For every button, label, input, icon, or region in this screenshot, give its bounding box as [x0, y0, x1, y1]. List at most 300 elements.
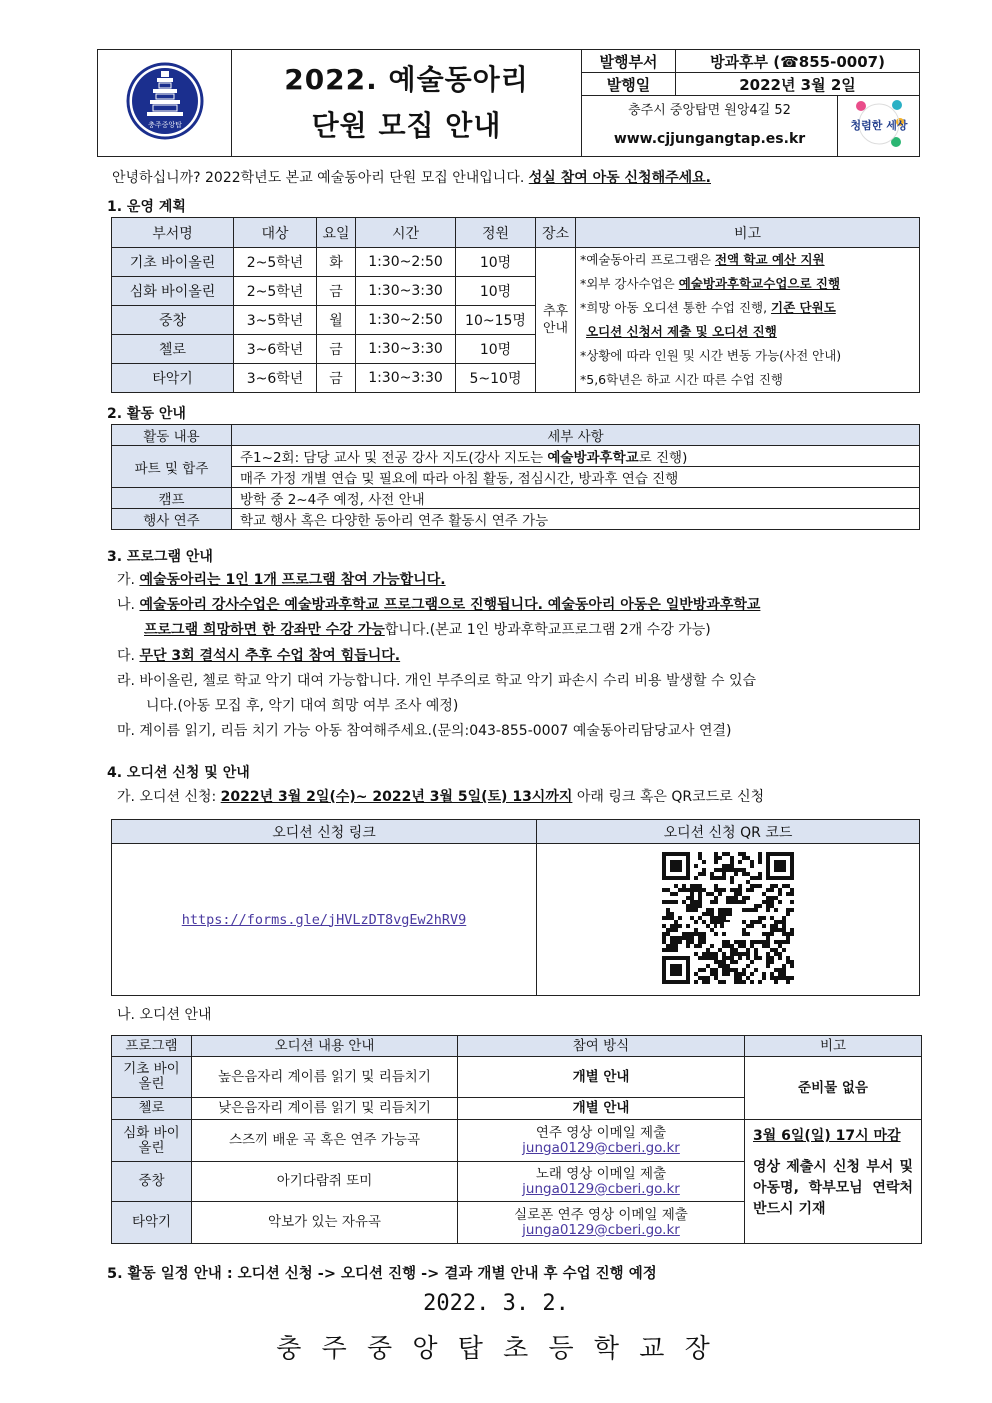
- qr-module: [666, 908, 670, 912]
- qr-module: [690, 908, 694, 912]
- qr-module: [758, 920, 762, 924]
- qr-module: [754, 884, 758, 888]
- qr-module: [750, 920, 754, 924]
- qr-module: [678, 888, 682, 892]
- qr-module: [666, 932, 670, 936]
- guide-method: 연주 영상 이메일 제출: [535, 1124, 667, 1141]
- qr-module: [722, 980, 726, 984]
- qr-module: [690, 892, 694, 896]
- qr-module: [774, 908, 778, 912]
- footer-date: 2022. 3. 2.: [423, 1291, 569, 1316]
- qr-module: [714, 968, 718, 972]
- qr-module: [710, 952, 714, 956]
- qr-module: [706, 964, 710, 968]
- title-cell: [232, 50, 582, 157]
- qr-module: [726, 852, 730, 856]
- activity-header: 세부 사항: [232, 425, 920, 446]
- qr-module: [722, 964, 726, 968]
- guide-method-cell: [458, 1162, 745, 1202]
- qr-module: [738, 940, 742, 944]
- qr-module: [714, 972, 718, 976]
- qr-module: [730, 944, 734, 948]
- qr-module: [734, 868, 738, 872]
- qr-module: [710, 972, 714, 976]
- qr-module: [778, 888, 782, 892]
- qr-module: [686, 940, 690, 944]
- qr-module: [694, 932, 698, 936]
- qr-module: [738, 972, 742, 976]
- audition-guide-table: [111, 1035, 922, 1244]
- qr-module: [710, 928, 714, 932]
- qr-module: [714, 900, 718, 904]
- qr-module: [702, 968, 706, 972]
- qr-module: [734, 892, 738, 896]
- qr-module: [714, 976, 718, 980]
- qr-module: [758, 904, 762, 908]
- guide-email-link[interactable]: junga0129@cberi.go.kr: [522, 1180, 680, 1197]
- plan-cell: 3~5학년: [234, 306, 317, 335]
- guide-email-link[interactable]: junga0129@cberi.go.kr: [522, 1221, 680, 1238]
- qr-module: [662, 932, 666, 936]
- qr-module: [710, 912, 714, 916]
- qr-module: [710, 900, 714, 904]
- plan-cell: 5~10명: [456, 364, 536, 393]
- qr-module: [718, 964, 722, 968]
- qr-module: [686, 888, 690, 892]
- qr-module: [662, 916, 666, 920]
- qr-module: [786, 932, 790, 936]
- plan-cell: 3~6학년: [234, 335, 317, 364]
- qr-module: [730, 860, 734, 864]
- qr-module: [754, 904, 758, 908]
- guide-method-cell: [458, 1120, 745, 1162]
- qr-module: [746, 856, 750, 860]
- qr-module: [698, 904, 702, 908]
- guide-header: 오디션 내용 안내: [192, 1036, 458, 1057]
- qr-module: [718, 888, 722, 892]
- header-table: [97, 49, 920, 157]
- qr-module: [754, 952, 758, 956]
- qr-module: [730, 876, 734, 880]
- qr-module: [674, 944, 678, 948]
- qr-module: [774, 896, 778, 900]
- qr-module: [718, 960, 722, 964]
- qr-module: [714, 860, 718, 864]
- guide-program: 기초 바이올린: [112, 1057, 192, 1098]
- qr-module: [726, 972, 730, 976]
- qr-module: [734, 960, 738, 964]
- qr-module: [786, 940, 790, 944]
- date-value: 2022년 3월 2일: [676, 73, 920, 96]
- intro-text: 안녕하십니까? 2022학년도 본교 예술동아리 단원 모집 안내입니다.: [112, 170, 529, 186]
- qr-module: [742, 920, 746, 924]
- qr-module: [786, 908, 790, 912]
- activity-label: 파트 및 합주: [112, 446, 232, 488]
- qr-module: [778, 920, 782, 924]
- qr-module: [774, 920, 778, 924]
- qr-module: [698, 896, 702, 900]
- qr-module: [730, 880, 734, 884]
- qr-module: [750, 876, 754, 880]
- qr-module: [722, 940, 726, 944]
- qr-module: [778, 956, 782, 960]
- qr-module: [678, 924, 682, 928]
- qr-module: [786, 912, 790, 916]
- plan-cell: 2~5학년: [234, 248, 317, 277]
- qr-module: [790, 928, 794, 932]
- plan-header: 부서명: [112, 218, 234, 248]
- qr-module: [690, 884, 694, 888]
- qr-module: [702, 888, 706, 892]
- qr-module: [774, 980, 778, 984]
- section3-title: 3. 프로그램 안내: [107, 549, 213, 565]
- qr-module: [682, 884, 686, 888]
- guide-content: 낮은음자리 계이름 읽기 및 리듬치기: [192, 1098, 458, 1120]
- qr-module: [766, 896, 770, 900]
- audition-form-link[interactable]: https://forms.gle/jHVLzDT8vgEw2hRV9: [181, 911, 467, 928]
- qr-module: [774, 928, 778, 932]
- qr-module: [670, 924, 674, 928]
- guide-method: 개별 안내: [458, 1057, 745, 1098]
- audition-link-table: [111, 819, 920, 996]
- qr-module: [730, 868, 734, 872]
- qr-module: [746, 896, 750, 900]
- qr-module: [778, 968, 782, 972]
- section3-item-ra: 라. 바이올린, 첼로 학교 악기 대여 가능합니다. 개인 부주의로 학교 악기 파손시 수리 비용 발생할 수 있습: [117, 673, 757, 689]
- qr-module: [698, 944, 702, 948]
- note-emphasis: 전액 학교 예산 지원: [714, 252, 825, 267]
- qr-module: [782, 928, 786, 932]
- qr-module: [694, 908, 698, 912]
- item-text: 예술동아리 강사수업은 예술방과후학교 프로그램으로 진행됩니다. 예술동아리 아동은 일반방과후학교: [139, 597, 761, 613]
- qr-module: [782, 884, 786, 888]
- dept-label: 발행부서: [582, 50, 676, 73]
- qr-module: [702, 868, 706, 872]
- qr-module: [722, 868, 726, 872]
- plan-cell: 금: [317, 335, 356, 364]
- qr-module: [746, 956, 750, 960]
- qr-module: [734, 896, 738, 900]
- qr-module: [758, 980, 762, 984]
- qr-module: [726, 956, 730, 960]
- qr-module: [770, 900, 774, 904]
- note-4: *상황에 따라 인원 및 시간 변동 가능(사전 안내): [580, 348, 842, 363]
- activity-detail: 학교 행사 혹은 다양한 동아리 연주 활동시 연주 가능: [232, 509, 920, 530]
- qr-module: [730, 900, 734, 904]
- qr-module: [682, 900, 686, 904]
- qr-module: [730, 896, 734, 900]
- qr-module: [690, 932, 694, 936]
- qr-module: [730, 948, 734, 952]
- qr-module: [726, 896, 730, 900]
- section4-title: 4. 오디션 신청 및 안내: [107, 765, 250, 781]
- plan-header: 대상: [234, 218, 317, 248]
- plan-cell: 10명: [456, 248, 536, 277]
- qr-module: [790, 976, 794, 980]
- activity-detail: 매주 가정 개별 연습 및 필요에 따라 아침 활동, 점심시간, 방과후 연습 진행: [232, 467, 920, 488]
- item-prefix: 가.: [117, 572, 140, 588]
- qr-module: [746, 888, 750, 892]
- qr-module: [758, 940, 762, 944]
- address: 충주시 중앙탑면 원앙4길 52: [582, 96, 838, 122]
- qr-module: [670, 940, 674, 944]
- qr-module: [790, 932, 794, 936]
- qr-module: [674, 940, 678, 944]
- qr-module: [770, 916, 774, 920]
- qr-module: [718, 876, 722, 880]
- qr-module: [782, 924, 786, 928]
- qr-code-icon[interactable]: [662, 852, 794, 984]
- note-emphasis: 기존 단원도: [771, 300, 836, 315]
- qr-module: [766, 944, 770, 948]
- qr-module: [750, 980, 754, 984]
- table-row: [112, 844, 920, 996]
- plan-cell: 3~6학년: [234, 364, 317, 393]
- qr-module: [698, 916, 702, 920]
- qr-module: [714, 856, 718, 860]
- qr-module: [778, 900, 782, 904]
- qr-module: [762, 916, 766, 920]
- qr-module: [710, 920, 714, 924]
- section2-title: 2. 활동 안내: [107, 406, 186, 422]
- qr-module: [702, 940, 706, 944]
- school-logo-icon: [125, 61, 205, 141]
- qr-module: [766, 932, 770, 936]
- qr-module: [750, 972, 754, 976]
- qr-module: [710, 876, 714, 880]
- guide-method: 실로폰 연주 영상 이메일 제출: [514, 1206, 688, 1223]
- link-cell: [112, 844, 537, 996]
- qr-module: [702, 932, 706, 936]
- qr-module: [686, 924, 690, 928]
- qr-module: [738, 956, 742, 960]
- intro-emphasis: 성실 참여 아동 신청해주세요.: [528, 170, 711, 186]
- qr-module: [730, 956, 734, 960]
- slogan-text: 청렴한 세상: [850, 119, 907, 132]
- qr-module: [742, 856, 746, 860]
- qr-module: [734, 940, 738, 944]
- qr-module: [698, 884, 702, 888]
- qr-module: [682, 936, 686, 940]
- plan-cell: 10명: [456, 277, 536, 306]
- qr-module: [706, 892, 710, 896]
- qr-module: [662, 936, 666, 940]
- qr-module: [782, 968, 786, 972]
- audition-period: 2022년 3월 2일(수)~ 2022년 3월 5일(토) 13시까지: [220, 789, 573, 805]
- qr-module: [682, 888, 686, 892]
- qr-module: [746, 932, 750, 936]
- qr-module: [738, 892, 742, 896]
- qr-module: [718, 868, 722, 872]
- plan-cell: 월: [317, 306, 356, 335]
- guide-note-deadline: 3월 6일(일) 17시 마감: [753, 1128, 901, 1144]
- section1-title: 1. 운영 계획: [107, 199, 186, 215]
- qr-module: [702, 980, 706, 984]
- qr-module: [666, 916, 670, 920]
- qr-module: [694, 972, 698, 976]
- qr-module: [790, 888, 794, 892]
- title-line1: 2022. 예술동아리: [284, 63, 529, 96]
- qr-module: [694, 904, 698, 908]
- qr-module: [694, 944, 698, 948]
- plan-cell: 1:30~3:30: [356, 277, 456, 306]
- guide-note-prep: 준비물 없음: [745, 1057, 922, 1120]
- qr-module: [730, 968, 734, 972]
- qr-module: [706, 980, 710, 984]
- qr-module: [790, 960, 794, 964]
- qr-module: [766, 960, 770, 964]
- qr-module: [730, 888, 734, 892]
- qr-module: [682, 932, 686, 936]
- qr-module: [666, 900, 670, 904]
- qr-module: [718, 856, 722, 860]
- qr-module: [698, 852, 702, 856]
- qr-module: [694, 952, 698, 956]
- qr-module: [706, 908, 710, 912]
- qr-module: [758, 916, 762, 920]
- guide-email-link[interactable]: junga0129@cberi.go.kr: [522, 1139, 680, 1156]
- school-logo-cell: [98, 50, 232, 157]
- qr-module: [670, 900, 674, 904]
- guide-method: 노래 영상 이메일 제출: [535, 1165, 667, 1182]
- qr-module: [670, 936, 674, 940]
- qr-module: [702, 920, 706, 924]
- guide-program: 중창: [112, 1162, 192, 1202]
- qr-module: [666, 912, 670, 916]
- qr-module: [726, 868, 730, 872]
- qr-module: [786, 936, 790, 940]
- detail-text: 로 진행): [638, 450, 688, 466]
- qr-module: [726, 944, 730, 948]
- qr-module: [678, 916, 682, 920]
- guide-content: 악보가 있는 자유곡: [192, 1202, 458, 1244]
- qr-module: [778, 892, 782, 896]
- qr-module: [742, 896, 746, 900]
- qr-module: [702, 912, 706, 916]
- qr-module: [666, 944, 670, 948]
- item-prefix: 가. 오디션 신청:: [117, 789, 221, 805]
- qr-module: [722, 888, 726, 892]
- qr-module: [742, 852, 746, 856]
- qr-module: [766, 904, 770, 908]
- qr-module: [698, 936, 702, 940]
- qr-module: [746, 924, 750, 928]
- qr-module: [758, 876, 762, 880]
- dept-value: 방과후부 (☎855-0007): [676, 50, 920, 73]
- note-text: *예술동아리 프로그램은: [580, 252, 715, 267]
- qr-module: [694, 920, 698, 924]
- qr-module: [714, 868, 718, 872]
- section3-item-na-cont: [144, 622, 711, 638]
- section3-item-ra-cont: 니다.(아동 모집 후, 악기 대여 희망 여부 조사 예정): [146, 698, 459, 714]
- qr-module: [674, 920, 678, 924]
- qr-module: [714, 876, 718, 880]
- table-row: [112, 1120, 922, 1162]
- qr-module: [786, 976, 790, 980]
- qr-module: [754, 948, 758, 952]
- activity-table: [111, 424, 920, 530]
- qr-module: [746, 948, 750, 952]
- qr-module: [722, 960, 726, 964]
- guide-header: 비고: [745, 1036, 922, 1057]
- qr-module: [714, 884, 718, 888]
- plan-notes: [576, 248, 920, 393]
- qr-module: [770, 972, 774, 976]
- qr-module: [722, 956, 726, 960]
- qr-module: [750, 940, 754, 944]
- table-row: [112, 1057, 922, 1098]
- qr-module: [782, 976, 786, 980]
- activity-detail: [232, 446, 920, 467]
- item-text: 합니다.(본교 1인 방과후학교프로그램 2개 수강 가능): [384, 622, 711, 638]
- qr-module: [674, 900, 678, 904]
- qr-module: [786, 980, 790, 984]
- qr-module: [706, 912, 710, 916]
- qr-module: [698, 956, 702, 960]
- note-text: *희망 아동 오디션 통한 수업 진행,: [580, 300, 772, 315]
- qr-module: [770, 956, 774, 960]
- qr-module: [698, 968, 702, 972]
- qr-module: [690, 916, 694, 920]
- table-row: [112, 488, 920, 509]
- qr-module: [734, 976, 738, 980]
- qr-module: [662, 924, 666, 928]
- note-text: *외부 강사수업은: [580, 276, 679, 291]
- qr-module: [706, 948, 710, 952]
- activity-label: 행사 연주: [112, 509, 232, 530]
- qr-module: [718, 948, 722, 952]
- title-line2: 단원 모집 안내: [311, 109, 502, 142]
- qr-module: [734, 872, 738, 876]
- qr-module: [742, 872, 746, 876]
- qr-module: [734, 948, 738, 952]
- qr-module: [718, 980, 722, 984]
- qr-module: [738, 976, 742, 980]
- qr-module: [698, 872, 702, 876]
- slogan-cell: [838, 96, 920, 157]
- qr-module: [738, 860, 742, 864]
- table-row: [112, 509, 920, 530]
- qr-module: [674, 936, 678, 940]
- qr-module: [770, 884, 774, 888]
- guide-note-submit: 영상 제출시 신청 부서 및 아동명, 학부모님 연락처 반드시 기재: [753, 1159, 913, 1217]
- qr-module: [738, 884, 742, 888]
- qr-module: [742, 952, 746, 956]
- qr-module: [734, 980, 738, 984]
- qr-module: [750, 860, 754, 864]
- qr-module: [738, 868, 742, 872]
- qr-module: [714, 896, 718, 900]
- qr-module: [782, 948, 786, 952]
- guide-content: 높은음자리 계이름 읽기 및 리듬치기: [192, 1057, 458, 1098]
- qr-module: [702, 976, 706, 980]
- qr-module: [746, 976, 750, 980]
- guide-program: 타악기: [112, 1202, 192, 1244]
- qr-module: [770, 924, 774, 928]
- section5-title: 5. 활동 일정 안내 : 오디션 신청 -> 오디션 진행 -> 결과 개별 안내 후 수업 진행 예정: [107, 1266, 657, 1282]
- qr-module: [766, 908, 770, 912]
- activity-header: 활동 내용: [112, 425, 232, 446]
- qr-module: [678, 936, 682, 940]
- qr-module: [734, 900, 738, 904]
- qr-module: [718, 892, 722, 896]
- qr-module: [662, 888, 666, 892]
- qr-module: [698, 932, 702, 936]
- qr-module: [722, 952, 726, 956]
- qr-module: [662, 940, 666, 944]
- qr-module: [774, 924, 778, 928]
- qr-module: [738, 944, 742, 948]
